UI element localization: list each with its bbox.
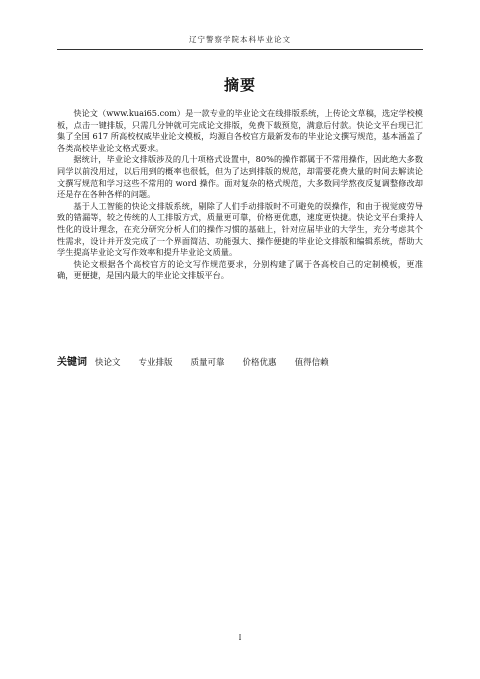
keywords-label: 关键词 xyxy=(57,357,87,368)
keyword: 价格优惠 xyxy=(242,358,277,368)
keyword: 专业排版 xyxy=(138,358,173,368)
abstract-paragraph: 快论文根据各个高校官方的论文写作规范要求，分别构建了属于各高校自己的定制模板，更准确，更便捷，是国内最大的毕业论文排版平台。 xyxy=(57,258,423,281)
page-header: 辽宁警察学院本科毕业论文 xyxy=(189,35,291,44)
abstract-paragraph: 据统计，毕业论文排版涉及的几十项格式设置中，80%的操作都属于不常用操作，因此绝大多数同学以前没用过，以后用到的概率也很低，但为了达到排版的规范，却需要花费大量的时间去解读论文撰写规范和学习这些不常用的 word 操作。面对复杂的格式规范，大多数同学熬夜反复调整修改却还是存在各种各样的问题。 xyxy=(57,154,423,200)
header-rule xyxy=(57,49,423,50)
keywords-line xyxy=(57,353,437,368)
abstract-paragraph: 基于人工智能的快论文排版系统，剔除了人们手动排版时不可避免的误操作，和由于视觉疲劳导致的错漏等，较之传统的人工排版方式，质量更可靠，价格更优惠，速度更快捷。快论文平台秉持人性化的设计理念，在充分研究分析人们的操作习惯的基础上，针对应届毕业的大学生，充分考虑其个性需求，设计并开发完成了一个界面简洁、功能强大、操作便捷的毕业论文排版和编辑系统，帮助大学生提高毕业论文写作效率和提升毕业论文质量。 xyxy=(57,200,423,258)
keyword: 快论文 xyxy=(95,358,121,368)
keyword: 值得信赖 xyxy=(294,358,329,368)
page-number: I xyxy=(238,634,242,642)
keyword: 质量可靠 xyxy=(190,358,225,368)
abstract-body xyxy=(57,108,423,282)
abstract-title: 摘要 xyxy=(223,76,256,94)
abstract-paragraph: 快论文（www.kuai65.com）是一款专业的毕业论文在线排版系统，上传论文草稿，选定学校模板，点击一键排版，只需几分钟就可完成论文排版，免费下载预览，满意后付款。快论文平台现已汇集了全国 617 所高校权威毕业论文模板，均源自各校官方最新发布的毕业论文撰写规范，基本涵盖了各类高校毕业论文格式要求。 xyxy=(57,108,423,153)
